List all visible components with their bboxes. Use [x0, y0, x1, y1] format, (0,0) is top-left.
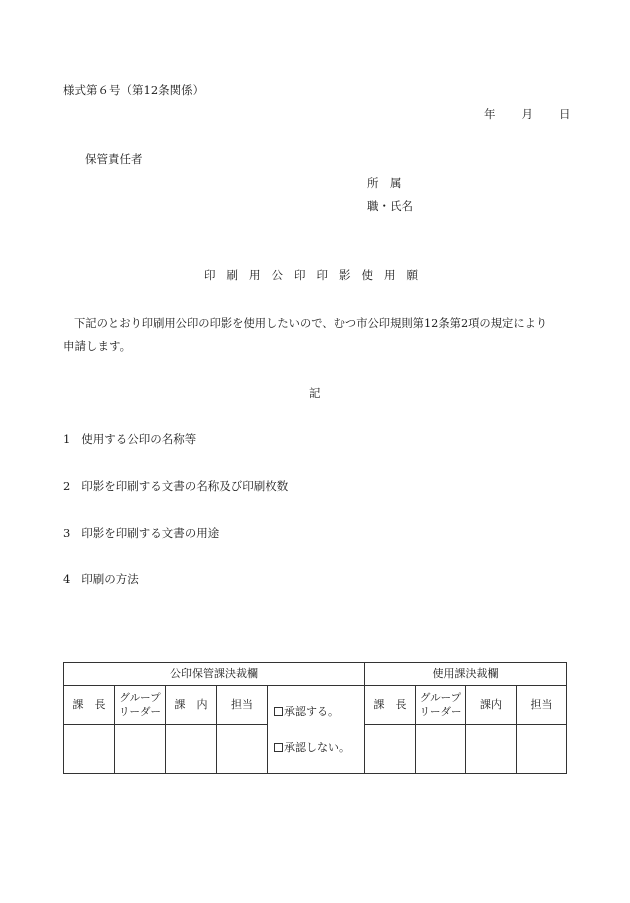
left-role-section-chief: 課 長 [64, 686, 115, 725]
item-3 [63, 528, 219, 540]
left-stamp-in-charge[interactable] [217, 725, 268, 774]
document-title: 印刷用公印印影使用願 [204, 268, 429, 282]
item-number: 2 [63, 479, 71, 493]
date-year: 年 [484, 107, 496, 121]
form-number: 様式第６号（第12条関係） [63, 83, 205, 97]
item-text: 印影を印刷する文書の名称及び印刷枚数 [81, 479, 289, 493]
left-role-in-charge: 担当 [217, 686, 268, 725]
item-1 [63, 434, 196, 446]
approval-table [63, 662, 567, 774]
right-role-within-section: 課内 [466, 686, 517, 725]
choice-reject-label: 承認しない。 [284, 740, 350, 754]
body-line-2: 申請します。 [63, 339, 132, 353]
item-number: 4 [63, 572, 71, 586]
affiliation-label: 所 属 [367, 176, 402, 190]
right-stamp-in-charge[interactable] [517, 725, 567, 774]
left-role-within-section: 課 内 [166, 686, 217, 725]
item-text: 印影を印刷する文書の用途 [81, 526, 220, 540]
left-approval-header: 公印保管課決裁欄 [64, 663, 365, 686]
right-approval-header: 使用課決裁欄 [365, 663, 567, 686]
right-stamp-within-section[interactable] [466, 725, 517, 774]
name-label: 職・氏名 [367, 199, 413, 213]
approval-choice-cell [268, 686, 365, 774]
ki-heading: 記 [309, 386, 321, 400]
item-number: 3 [63, 526, 71, 540]
choice-approve[interactable] [274, 705, 364, 719]
item-4 [63, 574, 139, 586]
body-line-1: 下記のとおり印刷用公印の印影を使用したいので、むつ市公印規則第12条第2項の規定により [74, 317, 548, 330]
choice-approve-label: 承認する。 [284, 704, 339, 718]
item-text: 使用する公印の名称等 [81, 432, 197, 446]
item-2 [63, 481, 288, 493]
right-role-section-chief: 課 長 [365, 686, 416, 725]
left-stamp-section-chief[interactable] [64, 725, 115, 774]
left-role-group-leader: グループ リーダー [115, 686, 166, 725]
choice-reject[interactable] [274, 741, 364, 755]
right-role-in-charge: 担当 [517, 686, 567, 725]
checkbox-icon[interactable] [274, 743, 283, 752]
date-line [484, 109, 571, 121]
checkbox-icon[interactable] [274, 707, 283, 716]
right-stamp-group-leader[interactable] [416, 725, 466, 774]
item-text: 印刷の方法 [81, 572, 139, 586]
right-role-group-leader: グループ リーダー [416, 686, 466, 725]
item-number: 1 [63, 432, 71, 446]
left-stamp-group-leader[interactable] [115, 725, 166, 774]
right-stamp-section-chief[interactable] [365, 725, 416, 774]
custodian-label: 保管責任者 [85, 152, 143, 166]
date-day: 日 [559, 107, 571, 121]
left-stamp-within-section[interactable] [166, 725, 217, 774]
date-month: 月 [521, 107, 533, 121]
